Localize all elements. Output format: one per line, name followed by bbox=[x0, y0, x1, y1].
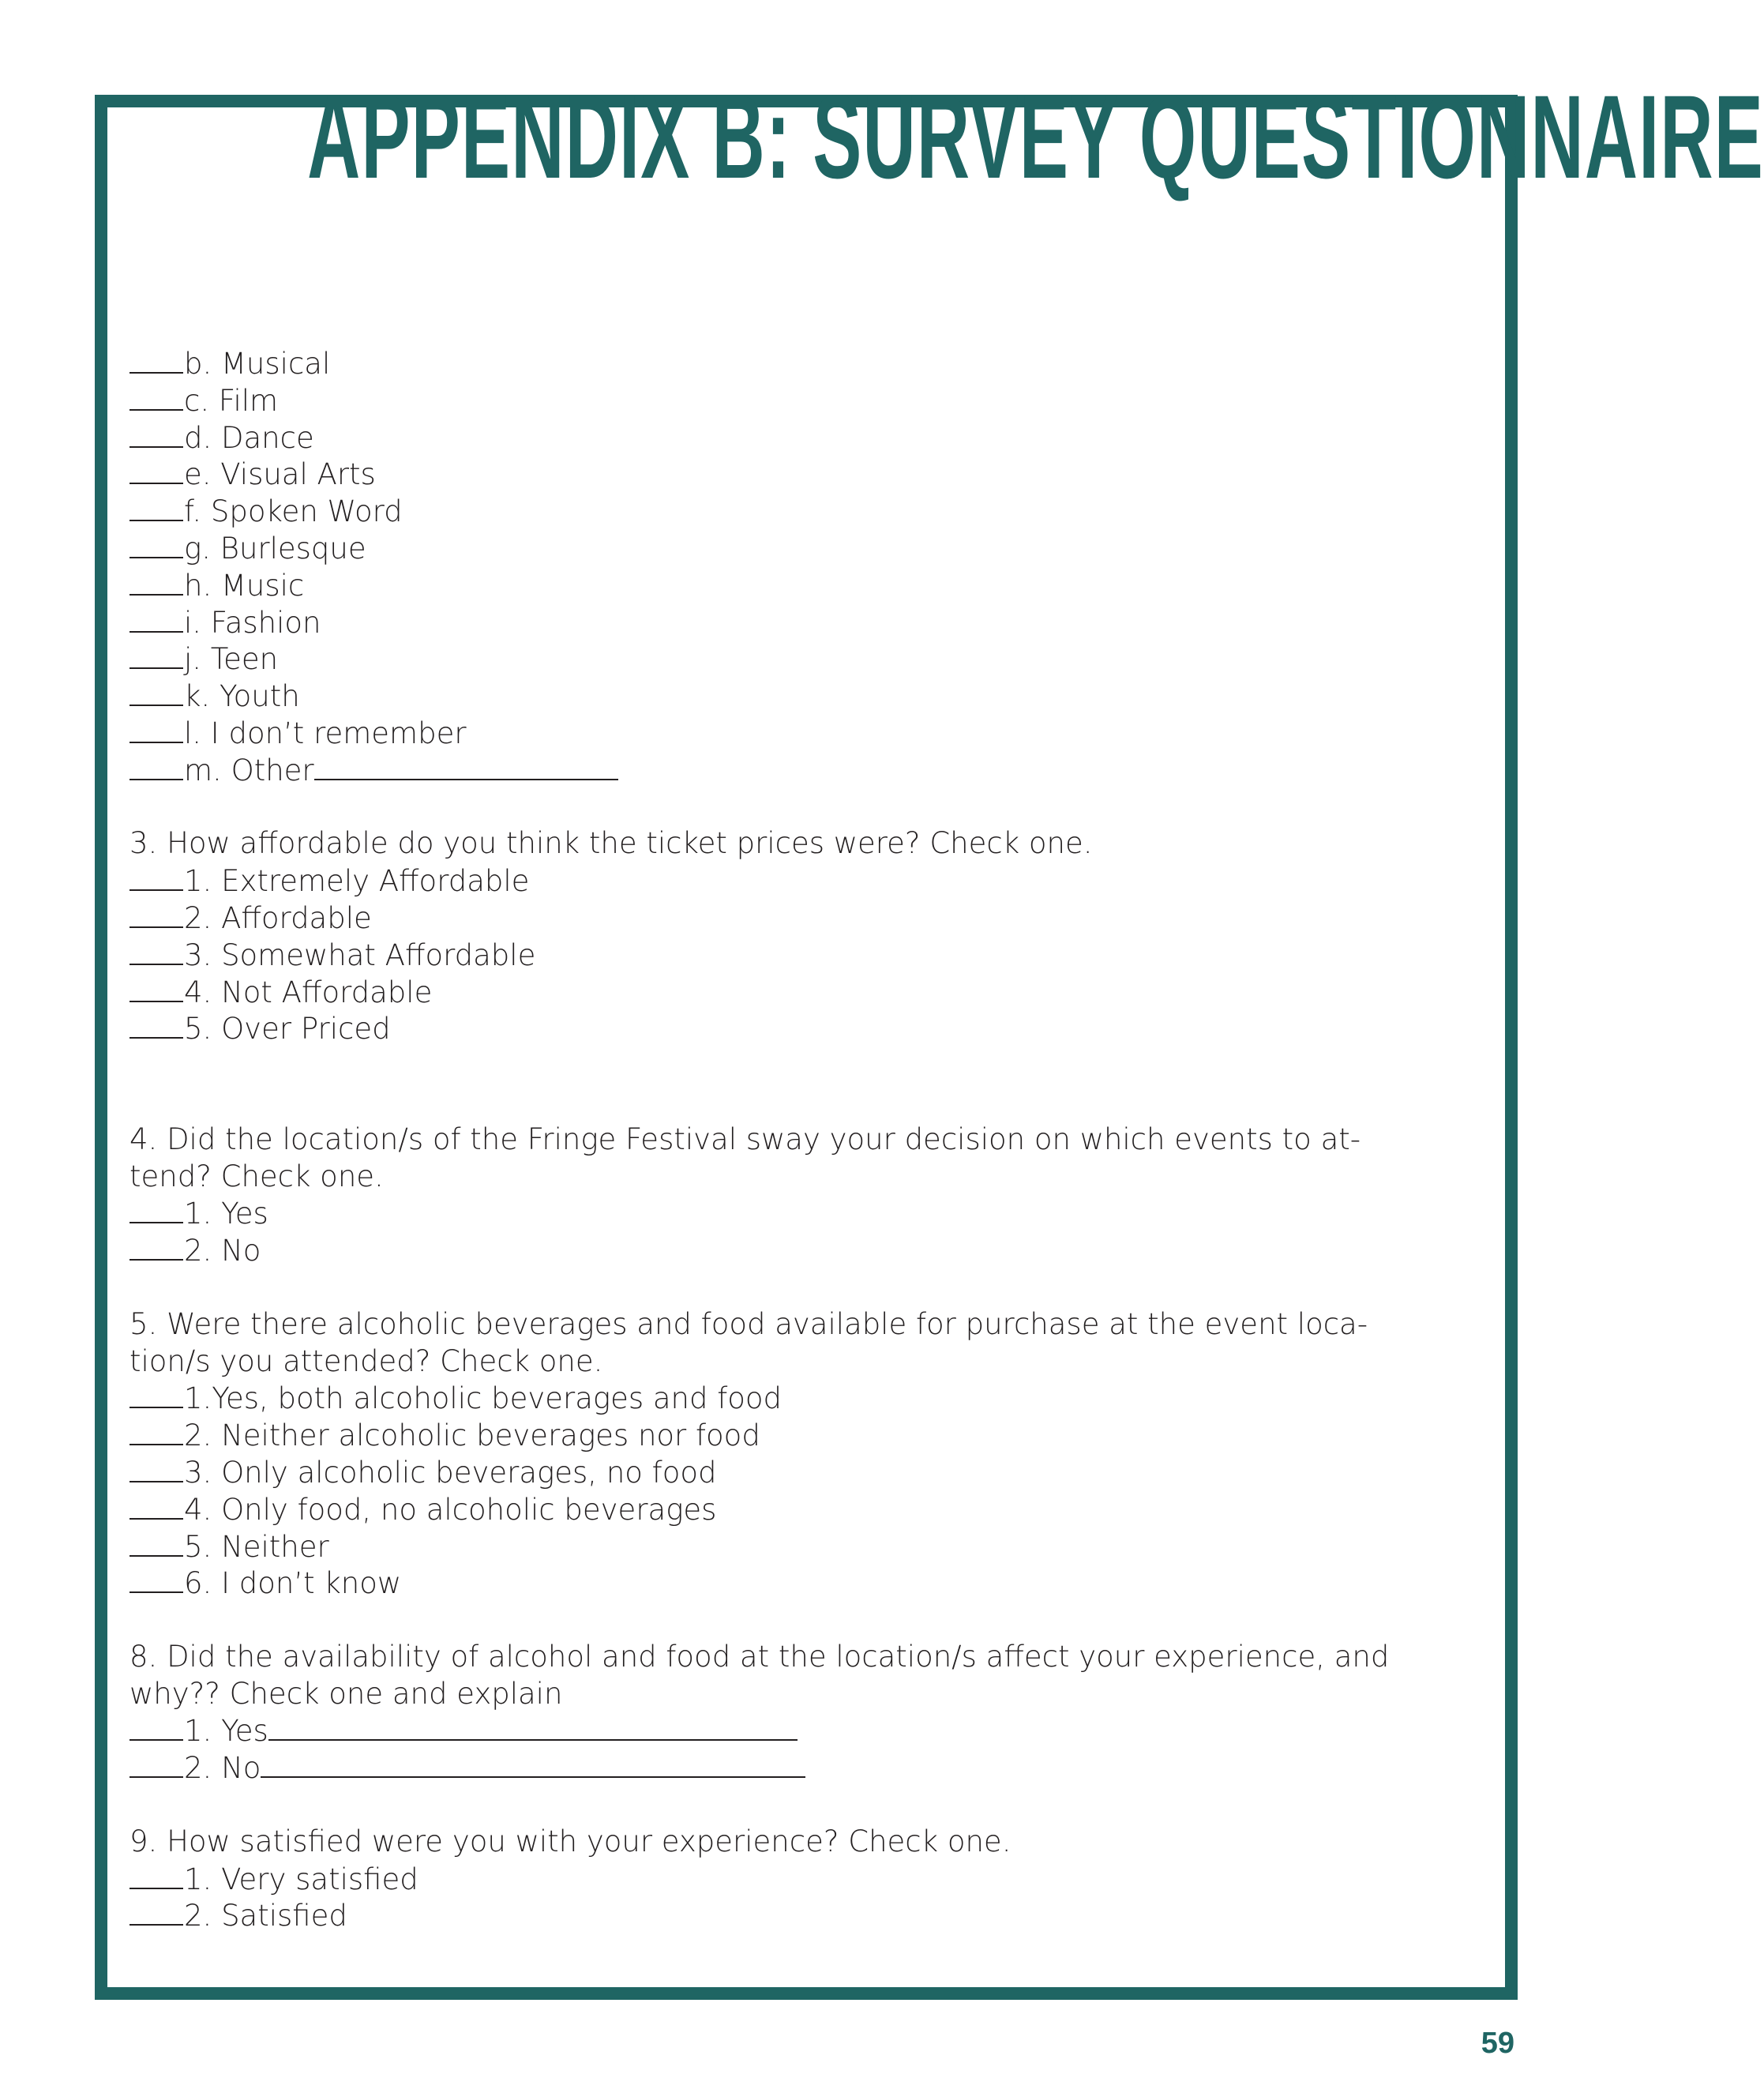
answer-blank[interactable] bbox=[129, 1232, 183, 1261]
option-row bbox=[129, 456, 1472, 493]
option-label: 4. Not Affordable bbox=[184, 975, 433, 1009]
option-label: c. Film bbox=[184, 383, 279, 418]
option-row bbox=[129, 1380, 1472, 1417]
option-label: 2. Affordable bbox=[184, 900, 372, 935]
question-text: 3. How affordable do you think the ticket prices were? Check one. bbox=[129, 826, 1093, 861]
option-row bbox=[129, 382, 1472, 419]
answer-blank[interactable] bbox=[129, 974, 183, 1002]
answer-blank[interactable] bbox=[129, 530, 183, 558]
option-row bbox=[129, 604, 1472, 641]
option-row bbox=[129, 974, 1472, 1011]
option-label: 1. Yes bbox=[184, 1714, 268, 1749]
option-label: e. Visual Arts bbox=[184, 457, 376, 492]
option-label: 2. Satisfied bbox=[184, 1899, 347, 1933]
answer-blank[interactable] bbox=[129, 345, 183, 374]
answer-blank[interactable] bbox=[129, 456, 183, 484]
option-row bbox=[129, 1528, 1472, 1565]
option-label: m. Other bbox=[184, 753, 314, 787]
question-text: 9. How satisfied were you with your experience? Check one. bbox=[129, 1824, 1011, 1858]
option-row bbox=[129, 493, 1472, 530]
option-label: 2. Neither alcoholic beverages nor food bbox=[184, 1419, 760, 1453]
option-label: 1. Very satisfied bbox=[184, 1862, 418, 1896]
survey-content bbox=[129, 345, 1472, 1934]
option-label: 2. No bbox=[184, 1234, 261, 1268]
option-row bbox=[129, 530, 1472, 567]
option-row bbox=[129, 641, 1472, 678]
option-label: g. Burlesque bbox=[184, 531, 366, 566]
question-text: 8. Did the availability of alcohol and food at the location/s affect your experience, and bbox=[129, 1639, 1390, 1674]
option-label: h. Music bbox=[184, 568, 305, 603]
answer-blank[interactable] bbox=[129, 900, 183, 928]
option-row bbox=[129, 1897, 1472, 1934]
option-label: l. I don’t remember bbox=[184, 716, 467, 750]
explain-blank[interactable] bbox=[261, 1749, 805, 1778]
option-label: 3. Somewhat Affordable bbox=[184, 938, 536, 972]
option-row bbox=[129, 1491, 1472, 1528]
question-text-cont: tend? Check one. bbox=[129, 1159, 384, 1193]
option-row bbox=[129, 862, 1472, 900]
option-row bbox=[129, 1454, 1472, 1491]
option-label: i. Fashion bbox=[184, 605, 321, 640]
option-row bbox=[129, 1232, 1472, 1269]
option-row bbox=[129, 752, 1472, 789]
option-row bbox=[129, 419, 1472, 457]
answer-blank[interactable] bbox=[129, 1195, 183, 1223]
option-label: 3. Only alcoholic beverages, no food bbox=[184, 1455, 717, 1490]
answer-blank[interactable] bbox=[129, 493, 183, 521]
question-text: 4. Did the location/s of the Fringe Festival sway your decision on which events to at- bbox=[129, 1122, 1361, 1156]
answer-blank[interactable] bbox=[129, 1897, 183, 1926]
option-row bbox=[129, 937, 1472, 974]
answer-blank[interactable] bbox=[129, 567, 183, 596]
question-text-cont: why?? Check one and explain bbox=[129, 1676, 563, 1711]
answer-blank[interactable] bbox=[129, 752, 183, 780]
option-label: 1. Yes bbox=[184, 1197, 268, 1231]
explain-blank[interactable] bbox=[268, 1712, 798, 1741]
other-write-in-blank[interactable] bbox=[314, 752, 618, 780]
answer-blank[interactable] bbox=[129, 1712, 183, 1741]
option-label: 1. Extremely Affordable bbox=[184, 864, 530, 899]
option-label: b. Musical bbox=[184, 347, 331, 381]
page-number: 59 bbox=[1481, 2027, 1514, 2060]
option-row bbox=[129, 1565, 1472, 1602]
option-row bbox=[129, 1861, 1472, 1898]
answer-blank[interactable] bbox=[129, 937, 183, 965]
answer-blank[interactable] bbox=[129, 1749, 183, 1778]
answer-blank[interactable] bbox=[129, 1010, 183, 1039]
answer-blank[interactable] bbox=[129, 1380, 183, 1408]
answer-blank[interactable] bbox=[129, 419, 183, 448]
answer-blank[interactable] bbox=[129, 1454, 183, 1482]
option-label: d. Dance bbox=[184, 420, 314, 455]
page-title: APPENDIX B: SURVEY QUESTIONNAIRE bbox=[307, 70, 1764, 203]
option-row bbox=[129, 1749, 1472, 1787]
option-row bbox=[129, 900, 1472, 937]
option-row bbox=[129, 1010, 1472, 1047]
option-row bbox=[129, 567, 1472, 604]
answer-blank[interactable] bbox=[129, 678, 183, 706]
option-label: 5. Over Priced bbox=[184, 1012, 391, 1046]
answer-blank[interactable] bbox=[129, 1528, 183, 1557]
answer-blank[interactable] bbox=[129, 1417, 183, 1445]
option-label: j. Teen bbox=[184, 642, 279, 677]
option-label: 5. Neither bbox=[184, 1529, 329, 1564]
answer-blank[interactable] bbox=[129, 1491, 183, 1520]
answer-blank[interactable] bbox=[129, 1565, 183, 1593]
answer-blank[interactable] bbox=[129, 604, 183, 633]
option-row bbox=[129, 345, 1472, 382]
option-row bbox=[129, 678, 1472, 715]
answer-blank[interactable] bbox=[129, 862, 183, 891]
option-row bbox=[129, 1195, 1472, 1232]
question-text-cont: tion/s you attended? Check one. bbox=[129, 1343, 603, 1378]
option-label: 2. No bbox=[184, 1751, 261, 1786]
option-label: k. Youth bbox=[184, 679, 300, 714]
answer-blank[interactable] bbox=[129, 1861, 183, 1889]
option-row bbox=[129, 1712, 1472, 1749]
option-label: 4. Only food, no alcoholic beverages bbox=[184, 1492, 717, 1527]
option-row bbox=[129, 1417, 1472, 1454]
option-label: 6. I don’t know bbox=[184, 1566, 402, 1601]
option-label: f. Spoken Word bbox=[184, 494, 403, 529]
option-row bbox=[129, 715, 1472, 752]
answer-blank[interactable] bbox=[129, 382, 183, 411]
answer-blank[interactable] bbox=[129, 715, 183, 743]
question-text: 5. Were there alcoholic beverages and food available for purchase at the event loca- bbox=[129, 1306, 1368, 1341]
answer-blank[interactable] bbox=[129, 641, 183, 669]
option-label: 1.Yes, both alcoholic beverages and food bbox=[184, 1381, 783, 1416]
